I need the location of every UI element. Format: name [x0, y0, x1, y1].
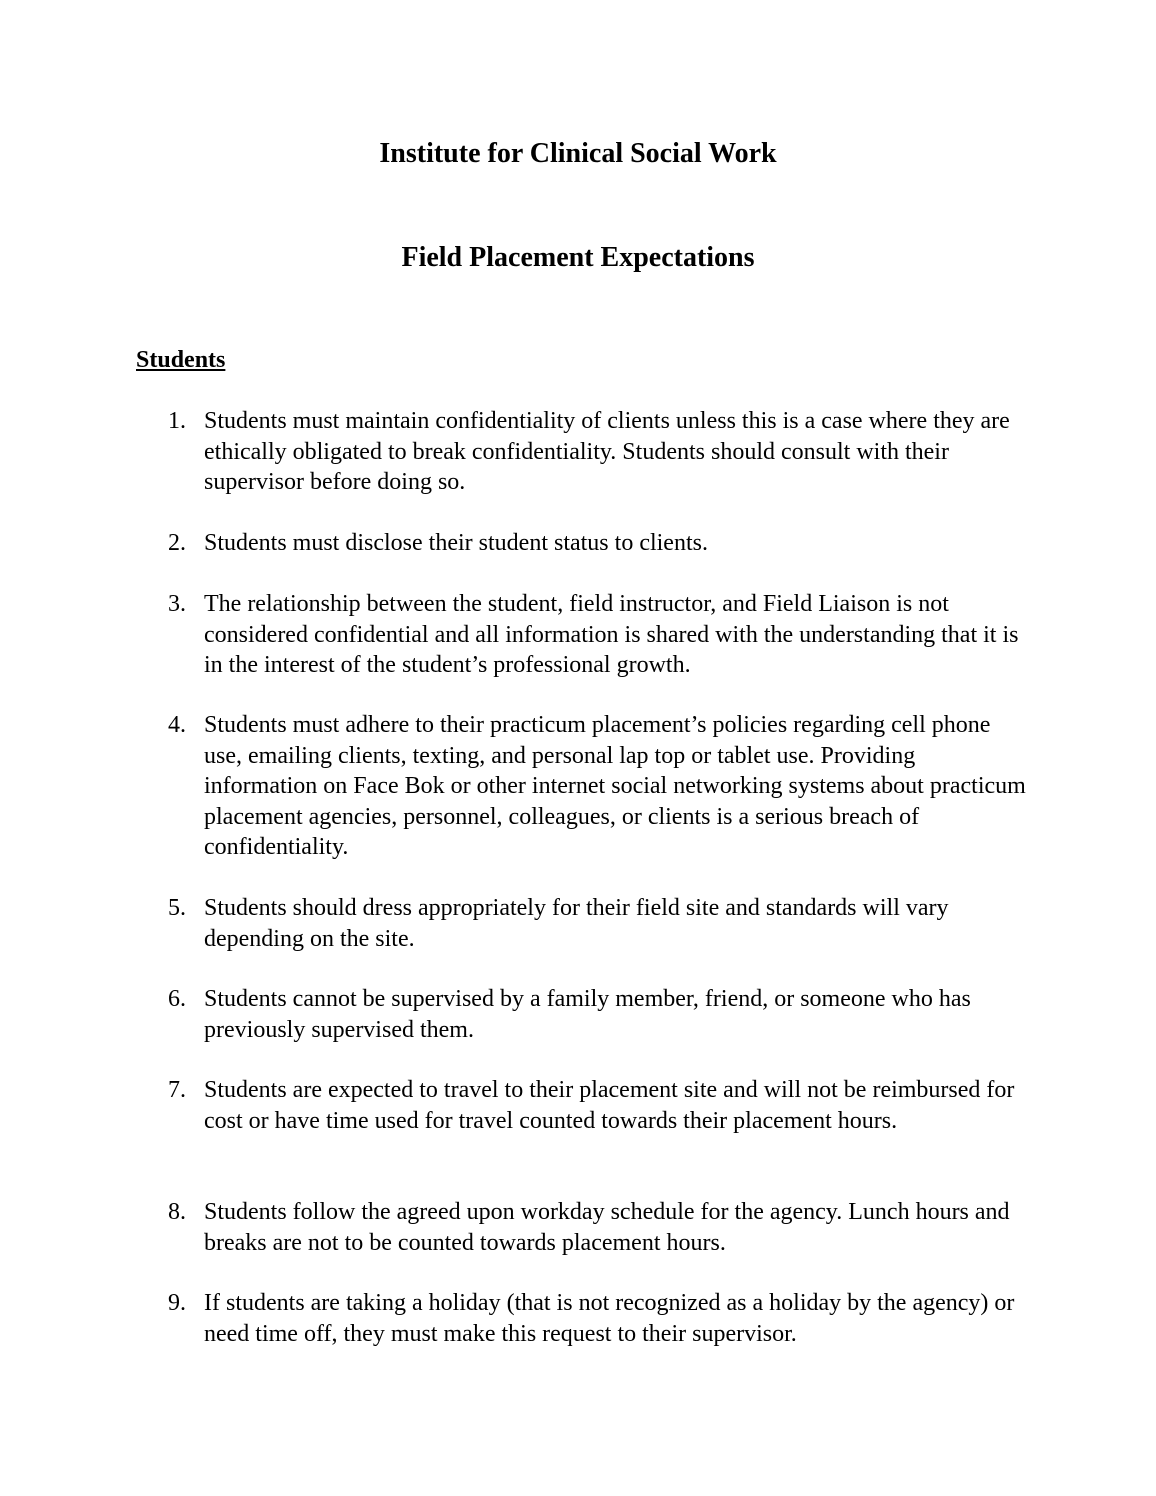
section-heading-students: Students [136, 347, 226, 373]
list-item-number: 4. [168, 712, 186, 738]
list-item-number: 6. [168, 986, 186, 1012]
list-item-text: The relationship between the student, field instructor, and Field Liaison is not considered confidential and all information is shared with the understanding that it is in the interest of the student’s professional growth. [204, 591, 1019, 678]
list-item-text: Students are expected to travel to their placement site and will not be reimbursed for cost or have time used for travel counted towards their placement hours. [204, 1077, 1015, 1134]
list-item-text: Students follow the agreed upon workday schedule for the agency. Lunch hours and breaks are not to be counted towards placement hours. [204, 1199, 1010, 1256]
list-item-number: 9. [168, 1290, 186, 1316]
list-item-number: 1. [168, 408, 186, 434]
list-item-number: 7. [168, 1077, 186, 1103]
list-item-number: 2. [168, 530, 186, 556]
list-item-number: 3. [168, 591, 186, 617]
document-title: Institute for Clinical Social Work [379, 138, 777, 169]
list-item-number: 8. [168, 1199, 186, 1225]
list-item-number: 5. [168, 895, 186, 921]
document-subtitle: Field Placement Expectations [401, 242, 755, 273]
list-item-text: Students cannot be supervised by a family member, friend, or someone who has previously supervised them. [204, 986, 971, 1043]
list-item-text: Students must maintain confidentiality of clients unless this is a case where they are ethically obligated to break confidentiality. Students should consult with their supervisor before doing so. [204, 408, 1010, 495]
list-item-text: If students are taking a holiday (that is not recognized as a holiday by the agency) or need time off, they must make this request to their supervisor. [204, 1290, 1015, 1347]
list-item-text: Students must disclose their student status to clients. [204, 530, 708, 556]
list-item-text: Students should dress appropriately for their field site and standards will vary depending on the site. [204, 895, 949, 952]
list-item-text: Students must adhere to their practicum placement’s policies regarding cell phone use, emailing clients, texting, and personal lap top or tablet use. Providing information on Face Bok or other internet social networking systems about practicum placement agencies, personnel, colleagues, or clients is a serious breach of confidentiality. [204, 712, 1026, 860]
